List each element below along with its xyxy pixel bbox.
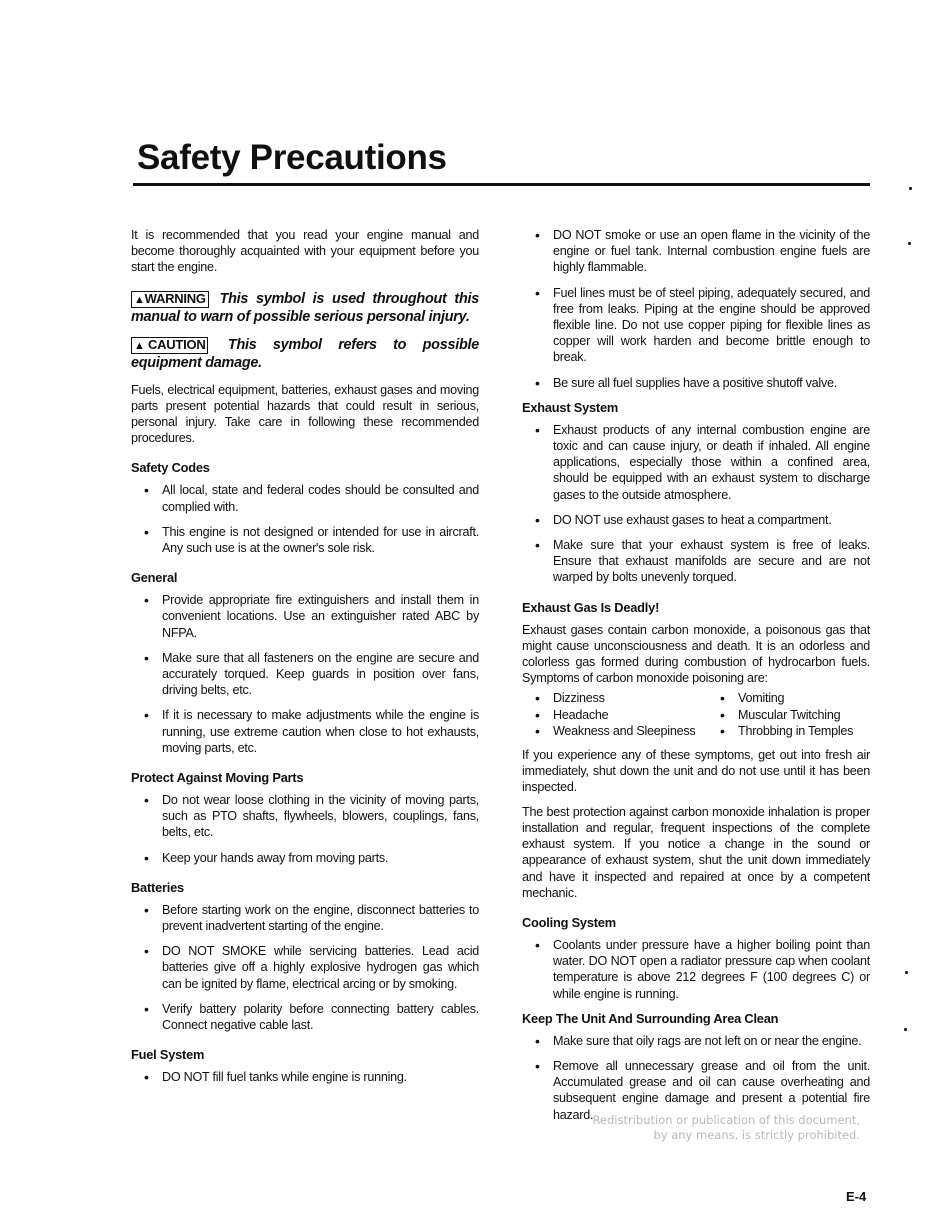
list-item: • Make sure that all fasteners on the engine are secure and accurately torqued. Keep guards in position over fans, driving belts, etc. (131, 650, 479, 699)
list-item: • Fuel lines must be of steel piping, adequately secured, and free from leaks. Piping at the engine should be approved flexible line. Do not use copper piping for flexible lines as copper will work harden and become brittle enough to break. (522, 285, 870, 366)
title-rule (133, 183, 870, 186)
list-item: • DO NOT smoke or use an open flame in the vicinity of the engine or fuel tank. Internal combustion engine fuels are highly flammable. (522, 227, 870, 276)
symptom-item: • Dizziness (522, 690, 707, 706)
list-item: • All local, state and federal codes should be consulted and complied with. (131, 482, 479, 514)
symptoms-list (522, 690, 870, 739)
list-item: • Coolants under pressure have a higher boiling point than water. DO NOT open a radiator pressure cap when coolant temperature is above 212 degrees F (100 degrees C) or while engine is running. (522, 937, 870, 1002)
fuel-system-list-continued (522, 227, 870, 391)
section-heading-fuel-system: Fuel System (131, 1047, 205, 1063)
section-heading-cooling-system: Cooling System (522, 914, 616, 930)
redistribution-watermark: Redistribution or publication of this document, by any means, is strictly prohibited. (592, 1113, 860, 1142)
list-item: • DO NOT use exhaust gases to heat a compartment. (522, 512, 870, 528)
batteries-list (131, 902, 479, 1033)
symptom-item: • Vomiting (707, 690, 867, 706)
keep-clean-list (522, 1033, 870, 1123)
warning-triangle-icon: ▲ (134, 293, 145, 306)
list-item: • DO NOT SMOKE while servicing batteries. Lead acid batteries give off a highly explosive hydrogen gas which can be ignited by flame, electrical arcing or by smoking. (131, 943, 479, 992)
right-column (522, 227, 870, 1132)
list-item: • Before starting work on the engine, disconnect batteries to prevent inadvertent starting of the engine. (131, 902, 479, 934)
warning-notice (131, 290, 479, 326)
list-item: • Make sure that oily rags are not left on or near the engine. (522, 1033, 870, 1049)
list-item: • DO NOT fill fuel tanks while engine is running. (131, 1069, 479, 1085)
page-number: E-4 (846, 1189, 867, 1204)
caution-triangle-icon: ▲ (134, 339, 145, 352)
list-item: • This engine is not designed or intended for use in aircraft. Any such use is at the owner's sole risk. (131, 524, 479, 556)
section-heading-moving-parts: Protect Against Moving Parts (131, 770, 304, 786)
section-heading-batteries: Batteries (131, 879, 184, 895)
caution-tag: ▲ CAUTION (131, 337, 208, 354)
symptoms-action-paragraph: If you experience any of these symptoms, get out into fresh air immediately, shut down the unit and do not use until it has been inspected. (522, 748, 870, 795)
symptom-item: • Muscular Twitching (707, 707, 867, 723)
cooling-system-list (522, 937, 870, 1002)
fuel-system-list (131, 1069, 479, 1085)
section-heading-general: General (131, 570, 178, 586)
page-title: Safety Precautions (137, 138, 447, 177)
symptom-item: • Throbbing in Temples (707, 723, 867, 739)
caution-text: This symbol refers to possible equipment damage. (131, 336, 480, 371)
warning-tag: ▲WARNING (131, 291, 209, 308)
hazards-paragraph: Fuels, electrical equipment, batteries, exhaust gases and moving parts present potential hazards that could result in serious, personal injury. Take care in following these recommended procedures. (131, 382, 479, 446)
exhaust-system-list (522, 422, 870, 586)
list-item: • Keep your hands away from moving parts. (131, 850, 479, 866)
list-item: • Provide appropriate fire extinguishers and install them in convenient locations. Use an extinguisher rated ABC by NFPA. (131, 592, 479, 641)
list-item: • Be sure all fuel supplies have a positive shutoff valve. (522, 375, 870, 391)
section-heading-safety-codes: Safety Codes (131, 460, 210, 476)
section-heading-keep-clean: Keep The Unit And Surrounding Area Clean (522, 1010, 779, 1026)
list-item: • Make sure that your exhaust system is free of leaks. Ensure that exhaust manifolds are secure and are not warped by bolts unevenly torqued. (522, 537, 870, 586)
moving-parts-list (131, 792, 479, 866)
scan-speck (905, 971, 908, 974)
safety-codes-list (131, 482, 479, 556)
list-item: • Remove all unnecessary grease and oil from the unit. Accumulated grease and oil can cause overheating and subsequent engine damage and present a potential fire hazard. (522, 1058, 870, 1123)
list-item: • Exhaust products of any internal combustion engine are toxic and can cause injury, or death if inhaled. All engine applications, especially those within a confined area, should be equipped with an exhaust system to discharge gases to the outside atmosphere. (522, 422, 870, 503)
scan-speck (904, 1028, 907, 1031)
symptom-item: • Weakness and Sleepiness (522, 723, 707, 739)
list-item: • Verify battery polarity before connecting battery cables. Connect negative cable last. (131, 1001, 479, 1033)
caution-notice (131, 336, 479, 372)
intro-paragraph: It is recommended that you read your engine manual and become thoroughly acquainted with your equipment before you start the engine. (131, 228, 479, 275)
section-heading-exhaust-system: Exhaust System (522, 399, 619, 415)
scan-speck (908, 242, 911, 245)
section-heading-exhaust-gas-deadly: Exhaust Gas Is Deadly! (522, 599, 660, 615)
list-item: • Do not wear loose clothing in the vicinity of moving parts, such as PTO shafts, flywheels, blowers, couplings, fans, belts, etc. (131, 792, 479, 841)
general-list (131, 592, 479, 756)
scan-speck (909, 187, 912, 190)
protection-paragraph: The best protection against carbon monoxide inhalation is proper installation and regular, frequent inspections of the complete exhaust system. If you notice a change in the sound or appearance of exhaust system, shut the unit down immediately and have it inspected and repaired at once by a competent mechanic. (522, 804, 870, 900)
left-column (131, 227, 479, 1095)
warning-text: This symbol is used throughout this manual to warn of possible serious personal injury. (131, 290, 479, 325)
symptom-item: • Headache (522, 707, 707, 723)
carbon-monoxide-paragraph: Exhaust gases contain carbon monoxide, a poisonous gas that might cause unconsciousness and death. It is an odorless and colorless gas formed during combustion of hydrocarbon fuels. Symptoms of carbon monoxide poisoning are: (522, 622, 870, 686)
list-item: • If it is necessary to make adjustments while the engine is running, use extreme caution when close to hot exhausts, moving parts, etc. (131, 707, 479, 756)
